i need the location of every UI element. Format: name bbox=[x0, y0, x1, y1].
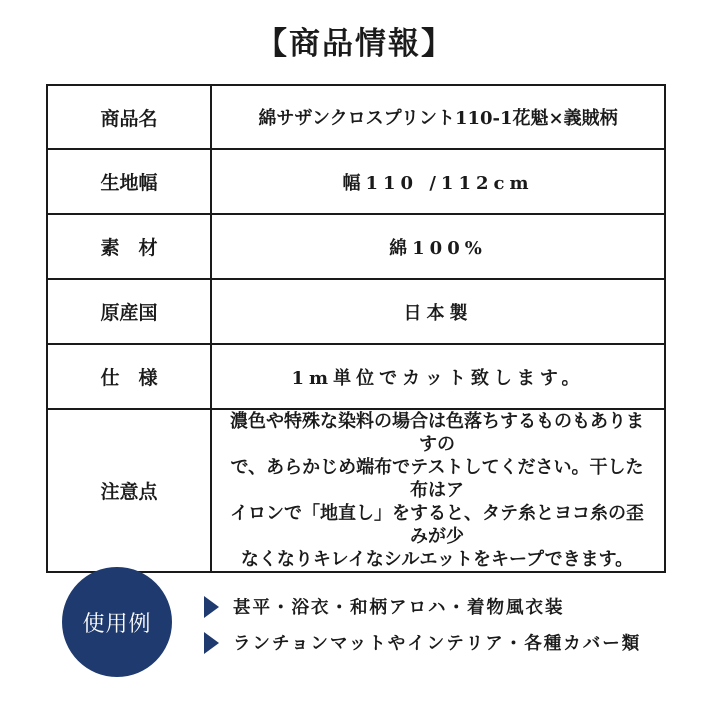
row-value: 1m単位でカット致します。 bbox=[211, 344, 665, 409]
usage-item bbox=[204, 594, 565, 619]
row-value: 日本製 bbox=[211, 279, 665, 344]
row-label: 注意点 bbox=[47, 409, 211, 572]
table-row bbox=[47, 149, 665, 214]
caution-line: で、あらかじめ端布でテストしてください。干した布はア bbox=[230, 457, 644, 501]
table-row bbox=[47, 214, 665, 279]
caution-line: なくなりキレイなシルエットをキープできます。 bbox=[240, 549, 634, 570]
table-row bbox=[47, 279, 665, 344]
caution-line: イロンで「地直し」をすると、タテ糸とヨコ糸の歪みが少 bbox=[230, 503, 644, 547]
usage-item bbox=[204, 630, 641, 655]
row-value: 幅110 /112cm bbox=[211, 149, 665, 214]
row-label: 原産国 bbox=[47, 279, 211, 344]
row-label: 仕 様 bbox=[47, 344, 211, 409]
usage-badge: 使用例 bbox=[62, 567, 172, 677]
usage-item-label: 甚平・浴衣・和柄アロハ・着物風衣装 bbox=[233, 598, 565, 618]
table-row bbox=[47, 344, 665, 409]
triangle-bullet-icon bbox=[204, 596, 219, 618]
row-label: 商品名 bbox=[47, 85, 211, 149]
page-title: 【商品情報】 bbox=[256, 26, 454, 62]
product-info-table bbox=[46, 84, 666, 573]
caution-line: 濃色や特殊な染料の場合は色落ちするものもありますの bbox=[230, 411, 644, 455]
row-value: 綿100% bbox=[211, 214, 665, 279]
usage-item-label: ランチョンマットやインテリア・各種カバー類 bbox=[233, 634, 642, 654]
row-value: 綿サザンクロスプリント110-1花魁×義賊柄 bbox=[211, 85, 665, 149]
caution-note bbox=[211, 409, 665, 572]
row-label: 生地幅 bbox=[47, 149, 211, 214]
triangle-bullet-icon bbox=[204, 632, 219, 654]
table-row bbox=[47, 85, 665, 149]
row-label: 素 材 bbox=[47, 214, 211, 279]
table-row bbox=[47, 409, 665, 572]
